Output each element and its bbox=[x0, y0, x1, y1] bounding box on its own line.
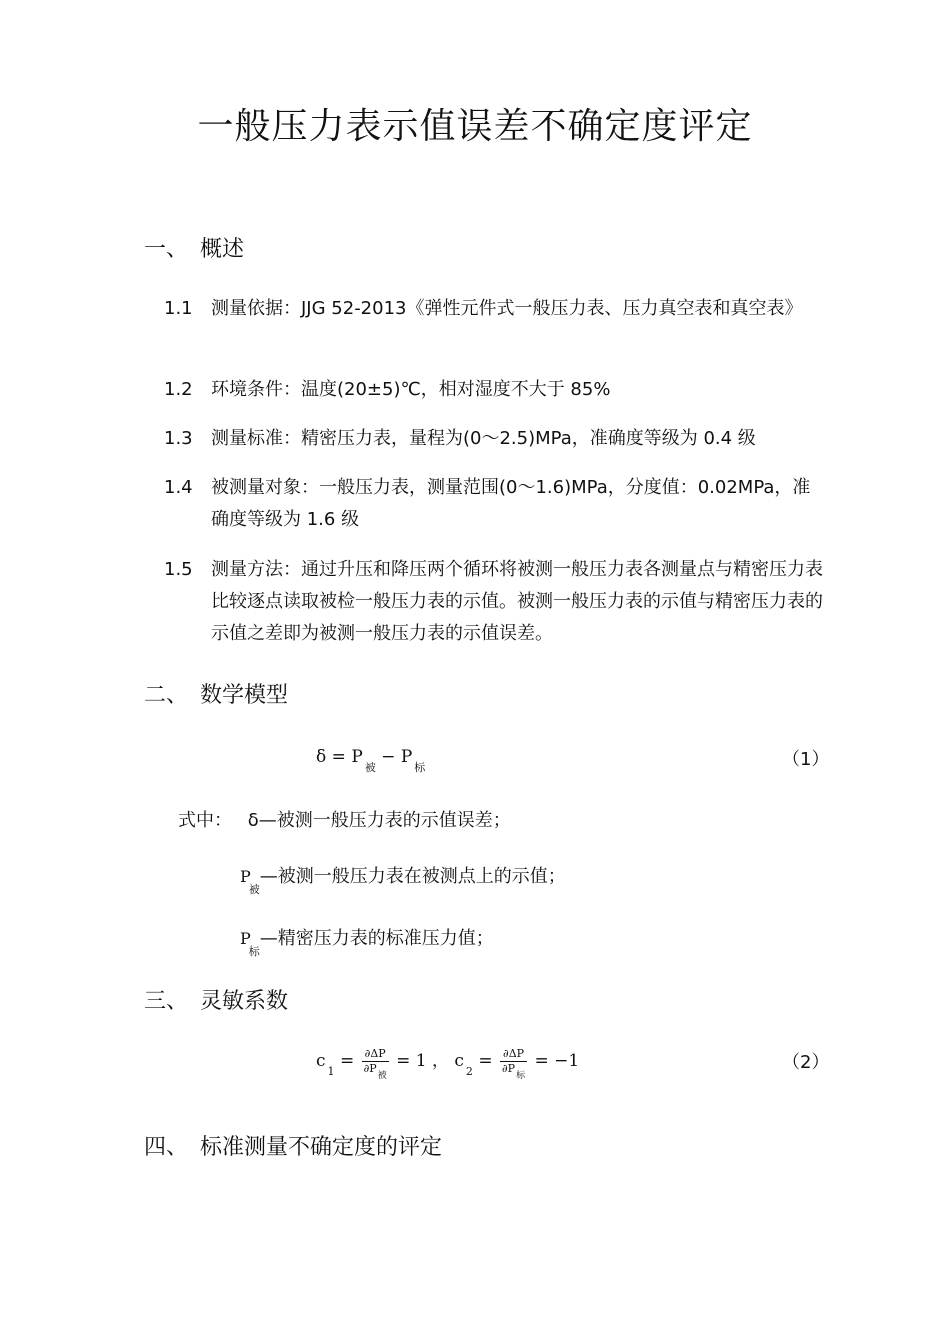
item-text: 测量方法：通过升压和降压两个循环将被测一般压力表各测量点与精密压力表比较逐点读取被检一般压力表的示值。被测一般压力表的示值与精密压力表的示值之差即为被测一般压力表的示值误差。 bbox=[211, 559, 823, 644]
where-line-pbiao bbox=[240, 924, 494, 958]
list-item bbox=[164, 423, 824, 455]
equation-2 bbox=[316, 1046, 580, 1081]
section-title: 数学模型 bbox=[200, 683, 289, 708]
eq-c-sub-1: 1 bbox=[327, 1065, 335, 1078]
frac-denominator: $\partial P_被$ bbox=[363, 1061, 387, 1081]
section-heading-model bbox=[144, 678, 288, 709]
where-p-sub: 标 bbox=[248, 945, 260, 958]
eq-sub-biao: 标 bbox=[414, 761, 426, 774]
section-heading-uncertainty bbox=[144, 1130, 442, 1161]
where-pbiao-text: —精密压力表的标准压力值； bbox=[259, 928, 494, 949]
eq-minus: − bbox=[381, 747, 396, 767]
eq-p-symbol: P bbox=[400, 747, 413, 767]
item-text: 被测量对象：一般压力表，测量范围(0～1.6)MPa，分度值：0.02MPa，准确度等级为 1.6 级 bbox=[211, 477, 811, 530]
item-text: 测量标准：精密压力表，量程为(0～2.5)MPa，准确度等级为 0.4 级 bbox=[211, 428, 756, 449]
where-p-symbol: P bbox=[240, 867, 251, 886]
fraction-2 bbox=[500, 1046, 527, 1081]
section-heading-sensitivity bbox=[144, 984, 288, 1015]
frac-numerator: ∂ΔP bbox=[362, 1047, 389, 1062]
eq-c: c bbox=[454, 1051, 464, 1071]
list-item bbox=[164, 472, 824, 536]
eq-value-2: = −1 bbox=[534, 1051, 580, 1071]
section-title: 灵敏系数 bbox=[200, 989, 289, 1014]
list-item bbox=[164, 293, 824, 325]
frac-numerator: ∂ΔP bbox=[500, 1047, 527, 1062]
where-line-pbei bbox=[240, 862, 566, 896]
item-text: 环境条件：温度(20±5)℃，相对湿度不大于 85% bbox=[211, 379, 611, 400]
section-title: 概述 bbox=[200, 237, 245, 262]
eq-equals: = bbox=[478, 1051, 493, 1071]
eq-separator: ， bbox=[431, 1051, 449, 1071]
item-number: 1.2 bbox=[164, 379, 193, 400]
where-p-symbol: P bbox=[240, 929, 251, 948]
where-p-sub: 被 bbox=[248, 883, 260, 896]
equation-number: （2） bbox=[782, 1052, 830, 1073]
eq-delta: δ bbox=[316, 747, 327, 767]
section-number: 二、 bbox=[144, 683, 189, 708]
eq-value-1: = 1 bbox=[396, 1051, 427, 1071]
frac-denominator: $\partial P_标$ bbox=[501, 1061, 526, 1081]
eq-sub-bei: 被 bbox=[364, 761, 376, 774]
fraction-1 bbox=[362, 1046, 389, 1081]
list-item bbox=[164, 374, 824, 406]
equation-number: （1） bbox=[782, 749, 830, 770]
document-title: 一般压力表示值误差不确定度评定 bbox=[197, 106, 753, 147]
eq-c-sub-2: 2 bbox=[465, 1065, 473, 1078]
item-number: 1.4 bbox=[164, 477, 193, 498]
section-number: 四、 bbox=[144, 1135, 189, 1160]
section-heading-overview bbox=[144, 232, 244, 263]
eq-equals: = bbox=[331, 747, 346, 767]
where-label: 式中： bbox=[178, 810, 232, 831]
equation-1 bbox=[316, 747, 426, 774]
where-pbei-text: —被测一般压力表在被测点上的示值； bbox=[259, 866, 566, 887]
item-text: 测量依据：JJG 52-2013《弹性元件式一般压力表、压力真空表和真空表》 bbox=[211, 298, 803, 319]
item-number: 1.3 bbox=[164, 428, 193, 449]
eq-equals: = bbox=[339, 1051, 355, 1071]
list-item bbox=[164, 554, 824, 650]
eq-c: c bbox=[316, 1051, 326, 1071]
section-number: 一、 bbox=[144, 237, 189, 262]
item-number: 1.1 bbox=[164, 298, 193, 319]
where-line-delta bbox=[178, 806, 511, 832]
item-number: 1.5 bbox=[164, 559, 193, 580]
eq-p-symbol: P bbox=[351, 747, 363, 767]
section-title: 标准测量不确定度的评定 bbox=[200, 1135, 443, 1160]
where-delta-text: δ—被测一般压力表的示值误差； bbox=[247, 810, 511, 831]
section-number: 三、 bbox=[144, 989, 189, 1014]
